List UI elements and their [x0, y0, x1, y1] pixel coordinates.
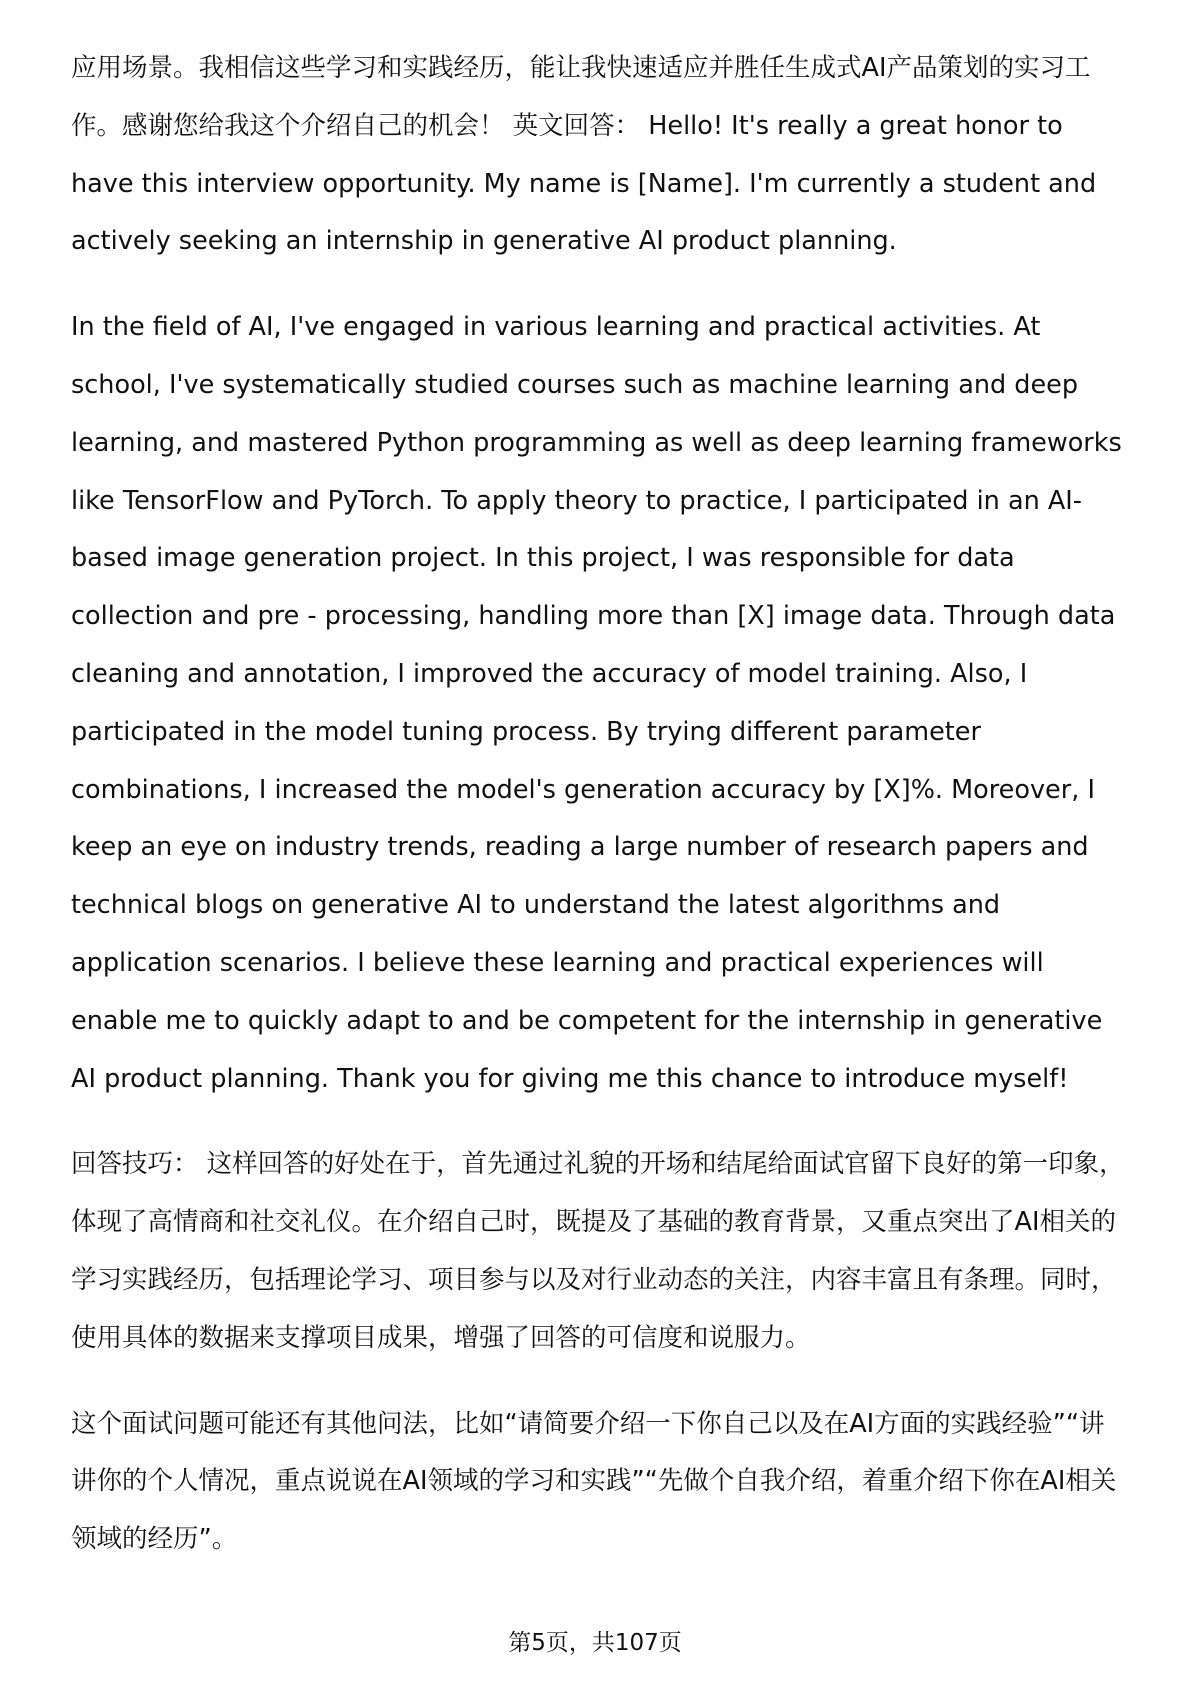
document-body — [71, 40, 1126, 1569]
paragraph-alternative-questions: 这个面试问题可能还有其他问法，比如“请简要介绍一下你自己以及在AI方面的实践经验”“讲讲你的个人情况，重点说说在AI领域的学习和实践”“先做个自我介绍，着重介绍下你在AI相关领域的经历”。 — [71, 1408, 1117, 1555]
paragraph-answer-tips: 回答技巧： 这样回答的好处在于，首先通过礼貌的开场和结尾给面试官留下良好的第一印象，体现了高情商和社交礼仪。在介绍自己时，既提及了基础的教育背景，又重点突出了AI相关的学习实践经历，包括理论学习、项目参与以及对行业动态的关注，内容丰富且有条理。同时，使用具体的数据来支撑项目成果，增强了回答的可信度和说服力。 — [71, 1149, 1125, 1353]
paragraph-english-ai-experience: In the field of AI, I've engaged in various learning and practical activities. At school, I've systematically studied courses such as machine learning and deep learning, and mastered Python programming as well as deep learning frameworks like TensorFlow and PyTorch. To apply theory to practice, I participated in an AI-based image generation project. In this project, I was responsible for data collection and pre - processing, handling more than [X] image data. Through data cleaning and annotation, I improved the accuracy of model training. Also, I participated in the model tuning process. By trying different parameter combinations, I increased the model's generation accuracy by [X]%. Moreover, I keep an eye on industry trends, reading a large number of research papers and technical blogs on generative AI to understand the latest algorithms and application scenarios. I believe these learning and practical experiences will enable me to quickly adapt to and be competent for the internship in generative AI product planning. Thank you for giving me this chance to introduce myself! — [71, 312, 1122, 1094]
page-number-footer: 第5页，共107页 — [508, 1630, 682, 1656]
paragraph-chinese-answer-ending-and-english-intro: 应用场景。我相信这些学习和实践经历，能让我快速适应并胜任生成式AI产品策划的实习工作。感谢您给我这个介绍自己的机会！ 英文回答： Hello! It's really a great honor to have this interview opportunity. My name is [Name]. I'm currently a student and actively seeking an internship in generative AI product planning. — [71, 53, 1097, 257]
